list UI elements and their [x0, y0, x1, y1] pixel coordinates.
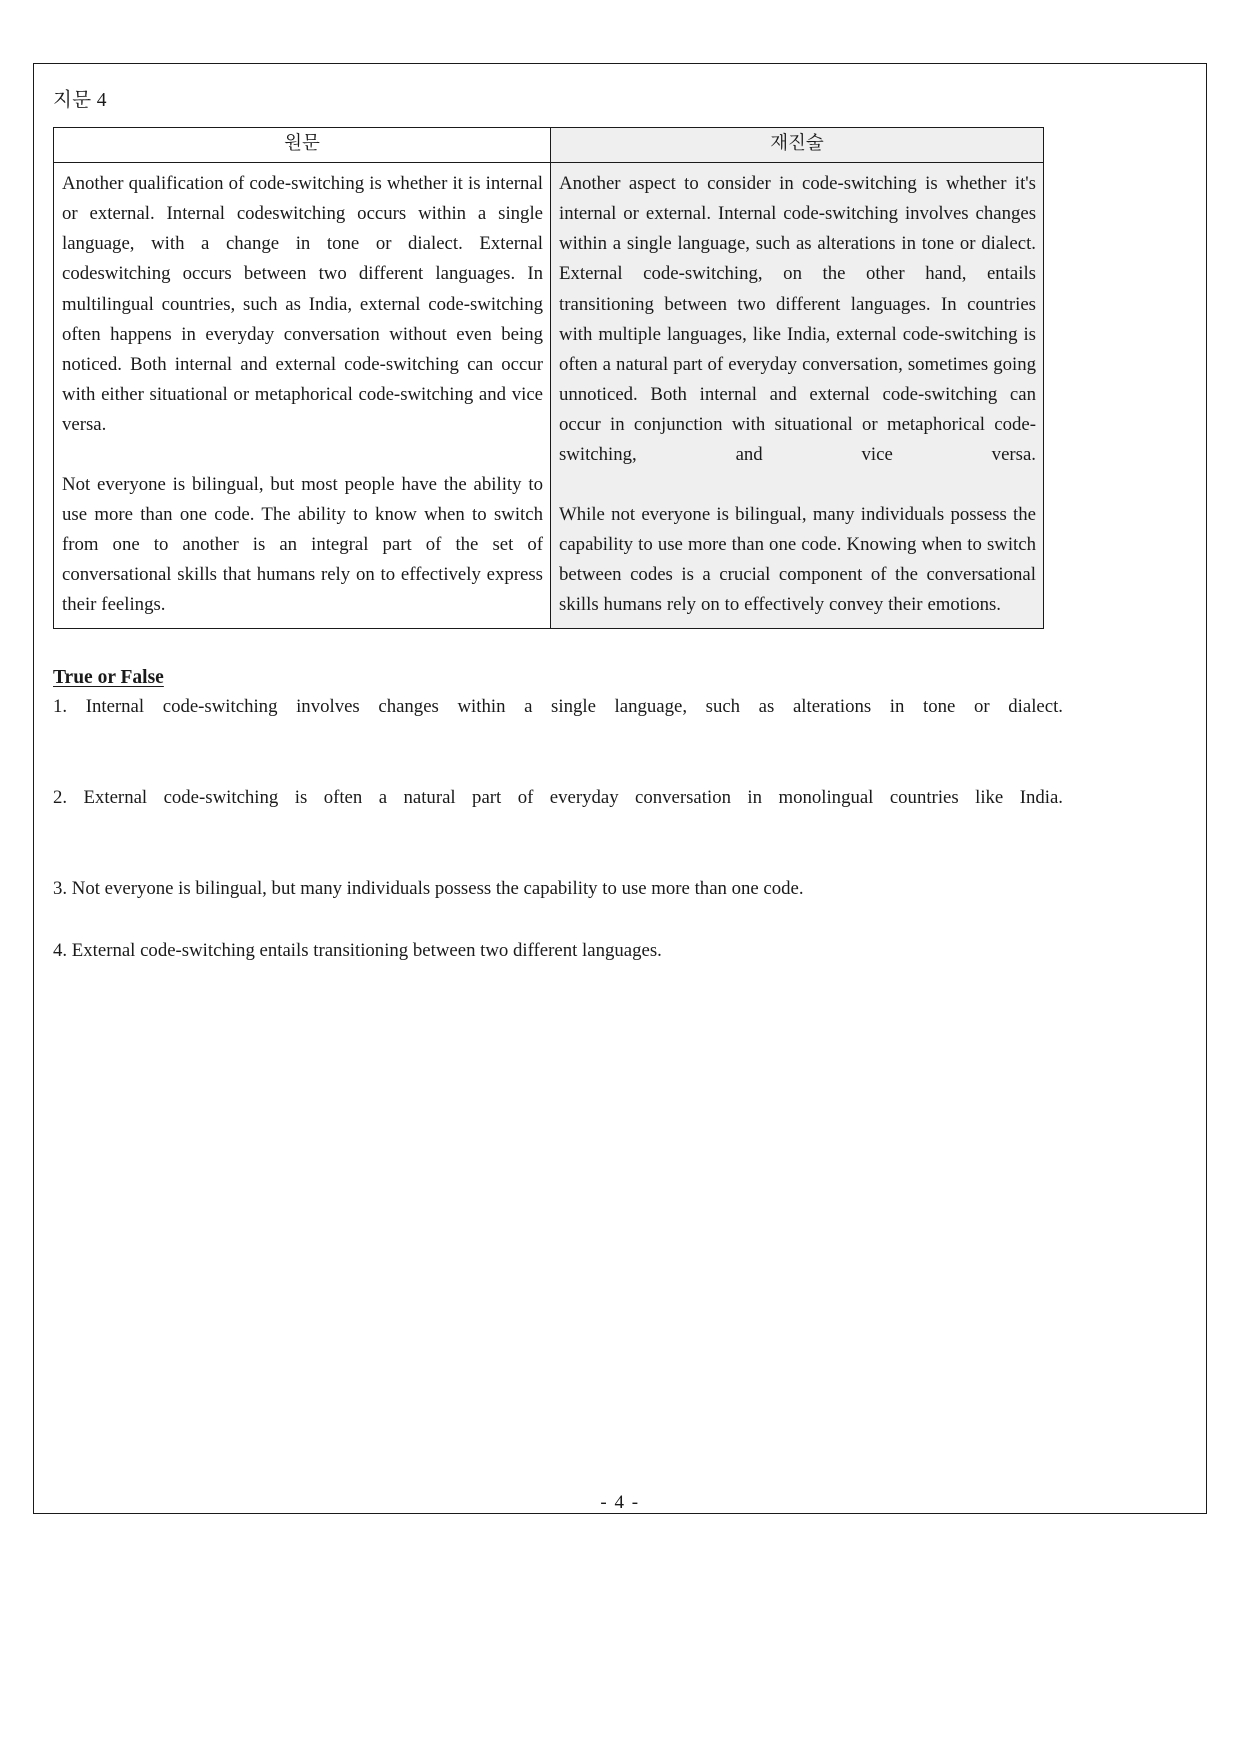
original-passage-body	[54, 163, 550, 627]
true-or-false-list	[53, 692, 1063, 966]
table-header-row	[54, 128, 1044, 163]
original-paragraph-2: Not everyone is bilingual, but most people have the ability to use more than one code. The ability to know when to switch from one to another is an integral part of the set of conversational skills that humans rely on to effectively express their feelings.	[62, 474, 543, 616]
restatement-passage-body	[551, 163, 1043, 627]
true-or-false-section	[53, 667, 1063, 966]
list-item: 2. External code-switching is often a natural part of everyday conversation in monolingual countries like India.	[53, 786, 1063, 808]
page-title: 지문 4	[53, 90, 107, 111]
cell-restatement-passage	[551, 163, 1044, 628]
column-header-original: 원문	[54, 128, 551, 163]
original-paragraph-1: Another qualification of code-switching is whether it is internal or external. Internal codeswitching occurs within a single language, with a change in tone or dialect. External codeswitching occurs between two different languages. In multilingual countries, such as India, external code-switching often happens in everyday conversation without even being noticed. Both internal and external code-switching can occur with either situational or metaphorical code-switching and vice versa.	[62, 173, 543, 435]
page-number-footer: - 4 -	[600, 1492, 640, 1513]
list-item: 4. External code-switching entails transitioning between two different languages.	[53, 939, 662, 961]
list-item: 3. Not everyone is bilingual, but many individuals possess the capability to use more than one code.	[53, 878, 804, 900]
page-content	[53, 88, 1063, 966]
restatement-paragraph-1: Another aspect to consider in code-switching is whether it's internal or external. Internal code-switching involves changes within a single language, such as alterations in tone or dialect. External code-switching, on the other hand, entails transitioning between two different languages. In countries with multiple languages, like India, external code-switching is often a natural part of everyday conversation, sometimes going unnoticed. Both internal and external code-switching can occur in conjunction with situational or metaphorical code-switching, and vice versa.	[559, 173, 1036, 465]
cell-original-passage	[54, 163, 551, 628]
table-row	[54, 163, 1044, 628]
restatement-paragraph-2: While not everyone is bilingual, many individuals possess the capability to use more than one code. Knowing when to switch between codes is a crucial component of the conversational skills humans rely on to effectively convey their emotions.	[559, 504, 1036, 616]
column-header-restatement: 재진술	[551, 128, 1044, 163]
list-item: 1. Internal code-switching involves changes within a single language, such as alterations in tone or dialect.	[53, 695, 1063, 717]
original-vs-restatement-table	[53, 127, 1044, 628]
true-or-false-heading: True or False	[53, 666, 164, 688]
